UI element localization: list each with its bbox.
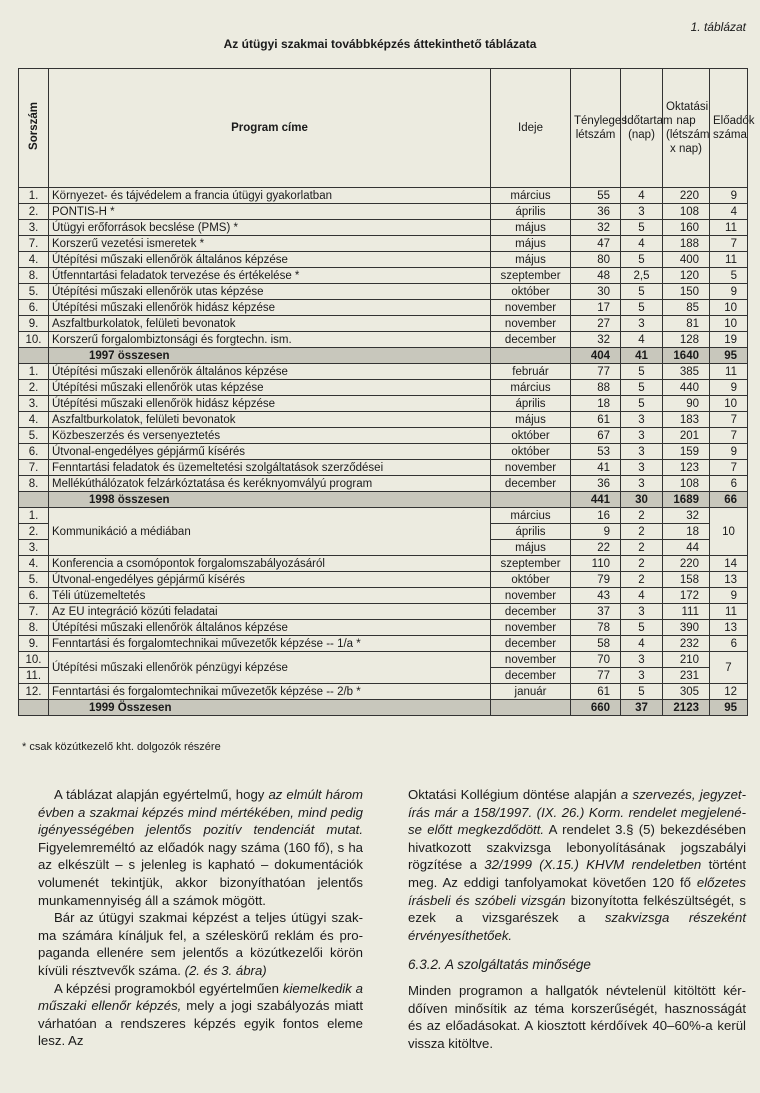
cell-no: 3. — [19, 540, 49, 556]
table-row — [19, 572, 748, 588]
cell-lecturers: 13 — [710, 572, 748, 588]
cell-title: Útépítési műszaki ellenőrök utas képzése — [49, 284, 491, 300]
cell-lecturers: 7 — [710, 428, 748, 444]
cell-total-days: 172 — [663, 588, 710, 604]
cell-count: 48 — [571, 268, 621, 284]
table-row — [19, 252, 748, 268]
cell-no: 12. — [19, 684, 49, 700]
cell-when: február — [491, 364, 571, 380]
table-label: 1. táblázat — [690, 20, 746, 34]
cell-when: december — [491, 476, 571, 492]
table-header-row — [19, 69, 748, 188]
table-row — [19, 588, 748, 604]
cell-days: 3 — [621, 316, 663, 332]
cell-no: 4. — [19, 252, 49, 268]
cell-when: december — [491, 668, 571, 684]
cell-total-days: 44 — [663, 540, 710, 556]
cell-no: 10. — [19, 652, 49, 668]
cell-total-days: 18 — [663, 524, 710, 540]
cell-days: 5 — [621, 620, 663, 636]
cell-title: 1999 Összesen — [49, 700, 491, 716]
table-row — [19, 300, 748, 316]
cell-days: 5 — [621, 220, 663, 236]
cell-title: Útvonal-engedélyes gépjármű kísérés — [49, 444, 491, 460]
cell-total-days: 440 — [663, 380, 710, 396]
cell-title: Útépítési műszaki ellenőrök általános képzése — [49, 620, 491, 636]
cell-lecturers: 95 — [710, 700, 748, 716]
cell-when: március — [491, 380, 571, 396]
cell-days: 30 — [621, 492, 663, 508]
table-row — [19, 444, 748, 460]
cell-total-days: 210 — [663, 652, 710, 668]
cell-no: 10. — [19, 332, 49, 348]
cell-total-days: 385 — [663, 364, 710, 380]
cell-no: 2. — [19, 524, 49, 540]
cell-no: 6. — [19, 588, 49, 604]
cell-when: december — [491, 332, 571, 348]
cell-when — [491, 700, 571, 716]
cell-count: 9 — [571, 524, 621, 540]
cell-when: november — [491, 588, 571, 604]
cell-title: Kommunikáció a médiában — [49, 508, 491, 556]
cell-lecturers: 6 — [710, 476, 748, 492]
table-row — [19, 364, 748, 380]
cell-no: 5. — [19, 284, 49, 300]
cell-no: 1. — [19, 508, 49, 524]
cell-total-days: 400 — [663, 252, 710, 268]
cell-no — [19, 348, 49, 364]
cell-count: 32 — [571, 220, 621, 236]
cell-when: november — [491, 300, 571, 316]
cell-days: 5 — [621, 396, 663, 412]
cell-total-days: 158 — [663, 572, 710, 588]
cell-title: Útvonal-engedélyes gépjármű kísérés — [49, 572, 491, 588]
cell-no: 7. — [19, 460, 49, 476]
cell-count: 61 — [571, 412, 621, 428]
cell-days: 2,5 — [621, 268, 663, 284]
cell-count: 70 — [571, 652, 621, 668]
cell-no — [19, 492, 49, 508]
total-row — [19, 492, 748, 508]
cell-days: 3 — [621, 604, 663, 620]
cell-no: 5. — [19, 428, 49, 444]
cell-no: 8. — [19, 620, 49, 636]
cell-when: március — [491, 508, 571, 524]
cell-lecturers: 19 — [710, 332, 748, 348]
cell-lecturers: 7 — [710, 236, 748, 252]
cell-count: 79 — [571, 572, 621, 588]
table-row — [19, 428, 748, 444]
cell-days: 4 — [621, 636, 663, 652]
cell-days: 2 — [621, 524, 663, 540]
cell-no: 4. — [19, 412, 49, 428]
cell-count: 80 — [571, 252, 621, 268]
cell-count: 27 — [571, 316, 621, 332]
cell-total-days: 111 — [663, 604, 710, 620]
table-row — [19, 652, 748, 668]
cell-when — [491, 492, 571, 508]
left-column — [38, 786, 363, 1050]
cell-title: 1997 összesen — [49, 348, 491, 364]
cell-title: Fenntartási és forgalomtechnikai művezetők képzése -- 2/b * — [49, 684, 491, 700]
cell-total-days: 81 — [663, 316, 710, 332]
cell-days: 3 — [621, 428, 663, 444]
cell-no: 7. — [19, 604, 49, 620]
left-paragraph-1: A táblázat alapján egyértelmű, hogy az elmúlt három évben a szakmai képzés mind mértékében, mind pedig igényességében jelentős pozitív tendenciát mutat. Figyelemreméltó az előadók nagy száma (160 fő), s ha az elkészült – s jelenleg is kapható – dokumentációk volumenét tekintjük, akkor bizonyíthatóan jelentős munkamennyiség áll a számok mögött. — [38, 787, 363, 908]
cell-count: 110 — [571, 556, 621, 572]
cell-no: 1. — [19, 188, 49, 204]
cell-lecturers: 11 — [710, 220, 748, 236]
cell-when: szeptember — [491, 268, 571, 284]
cell-title: Útépítési műszaki ellenőrök általános képzése — [49, 252, 491, 268]
cell-no: 9. — [19, 636, 49, 652]
cell-count: 17 — [571, 300, 621, 316]
cell-no: 9. — [19, 316, 49, 332]
cell-days: 4 — [621, 236, 663, 252]
header-oktatasi-nap: Oktatási nap (létszám x nap) — [663, 69, 710, 188]
cell-total-days: 90 — [663, 396, 710, 412]
cell-days: 3 — [621, 412, 663, 428]
cell-when: január — [491, 684, 571, 700]
cell-no: 7. — [19, 236, 49, 252]
cell-days: 5 — [621, 300, 663, 316]
cell-lecturers: 12 — [710, 684, 748, 700]
cell-days: 3 — [621, 460, 663, 476]
cell-total-days: 32 — [663, 508, 710, 524]
cell-days: 5 — [621, 364, 663, 380]
cell-total-days: 108 — [663, 204, 710, 220]
table-title: Az útügyi szakmai továbbképzés áttekinthető táblázata — [223, 37, 537, 51]
cell-title: 1998 összesen — [49, 492, 491, 508]
cell-count: 32 — [571, 332, 621, 348]
cell-lecturers: 9 — [710, 380, 748, 396]
cell-total-days: 1689 — [663, 492, 710, 508]
cell-lecturers: 66 — [710, 492, 748, 508]
table-row — [19, 684, 748, 700]
table-row — [19, 636, 748, 652]
cell-total-days: 305 — [663, 684, 710, 700]
cell-when: november — [491, 620, 571, 636]
cell-lecturers: 9 — [710, 284, 748, 300]
training-table — [18, 68, 755, 716]
cell-no: 3. — [19, 396, 49, 412]
cell-count: 55 — [571, 188, 621, 204]
cell-no: 4. — [19, 556, 49, 572]
cell-count: 78 — [571, 620, 621, 636]
cell-total-days: 123 — [663, 460, 710, 476]
cell-when: október — [491, 444, 571, 460]
cell-no: 8. — [19, 476, 49, 492]
table-row — [19, 412, 748, 428]
cell-total-days: 159 — [663, 444, 710, 460]
cell-when: április — [491, 204, 571, 220]
cell-count: 61 — [571, 684, 621, 700]
cell-title: Útépítési műszaki ellenőrök hidász képzése — [49, 300, 491, 316]
cell-title: Konferencia a csomópontok forgalomszabályozásáról — [49, 556, 491, 572]
cell-no: 1. — [19, 364, 49, 380]
cell-when: október — [491, 284, 571, 300]
cell-count: 77 — [571, 364, 621, 380]
cell-title: PONTIS-H * — [49, 204, 491, 220]
cell-days: 3 — [621, 204, 663, 220]
cell-days: 4 — [621, 332, 663, 348]
cell-total-days: 201 — [663, 428, 710, 444]
cell-no: 2. — [19, 204, 49, 220]
cell-title: Téli útüzemeltetés — [49, 588, 491, 604]
right-paragraph-1: Oktatási Kollégium döntése alapján a szervezés, jegyzetírás már a 158/1997. (IX. 26.) Korm. rendelet megjelenése előtt megkezdődött. A rendelet 3.§ (5) bekezdésében hivatkozott szakvizsga lebonyolításának jogszabályi rögzítése a 32/1999 (X.15.) KHVM rendeletben történt meg. Az eddigi tanfolyamokat követően 120 fő előzetes írásbeli és szóbeli vizsgán bizonyította felkészültségét, s ezek a vizsgarészek a szakvizsga részeként érvényesíthetőek. — [408, 787, 746, 943]
cell-title: Mellékúthálózatok felzárkóztatása és keréknyomvályú program — [49, 476, 491, 492]
cell-days: 5 — [621, 252, 663, 268]
cell-title: Útépítési műszaki ellenőrök általános képzése — [49, 364, 491, 380]
cell-title: Aszfaltburkolatok, felületi bevonatok — [49, 316, 491, 332]
cell-days: 5 — [621, 684, 663, 700]
cell-title: Az EU integráció közúti feladatai — [49, 604, 491, 620]
header-letszam: Tényleges létszám — [571, 69, 621, 188]
cell-lecturers: 9 — [710, 588, 748, 604]
cell-when: május — [491, 540, 571, 556]
header-sorszam: Sorszám — [19, 69, 49, 188]
cell-total-days: 1640 — [663, 348, 710, 364]
cell-days: 3 — [621, 668, 663, 684]
cell-total-days: 2123 — [663, 700, 710, 716]
cell-count: 77 — [571, 668, 621, 684]
cell-count: 53 — [571, 444, 621, 460]
table-row — [19, 204, 748, 220]
header-program: Program címe — [49, 69, 491, 188]
cell-count: 47 — [571, 236, 621, 252]
cell-when: május — [491, 236, 571, 252]
cell-lecturers: 14 — [710, 556, 748, 572]
cell-count: 660 — [571, 700, 621, 716]
cell-count: 441 — [571, 492, 621, 508]
cell-days: 41 — [621, 348, 663, 364]
table-row — [19, 604, 748, 620]
cell-lecturers: 7 — [710, 412, 748, 428]
cell-title: Útépítési műszaki ellenőrök pénzügyi képzése — [49, 652, 491, 684]
cell-lecturers: 11 — [710, 604, 748, 620]
cell-title: Útügyi erőforrások becslése (PMS) * — [49, 220, 491, 236]
cell-when: december — [491, 604, 571, 620]
cell-count: 36 — [571, 476, 621, 492]
cell-days: 3 — [621, 652, 663, 668]
cell-total-days: 220 — [663, 556, 710, 572]
header-idotartam: Időtartam (nap) — [621, 69, 663, 188]
cell-total-days: 220 — [663, 188, 710, 204]
cell-no: 3. — [19, 220, 49, 236]
left-paragraph-3: A képzési programokból egyértelműen kiemelkedik a műszaki ellenőr képzés, mely a jogi szabályozás miatt várhatóan a rendszeres képzés egyik fontos eleme lesz. Az — [38, 980, 363, 1049]
cell-count: 43 — [571, 588, 621, 604]
table-row — [19, 284, 748, 300]
cell-days: 37 — [621, 700, 663, 716]
cell-total-days: 231 — [663, 668, 710, 684]
cell-count: 58 — [571, 636, 621, 652]
cell-when: március — [491, 188, 571, 204]
cell-total-days: 120 — [663, 268, 710, 284]
table-row — [19, 396, 748, 412]
cell-when: április — [491, 524, 571, 540]
table-row — [19, 380, 748, 396]
cell-title: Korszerű vezetési ismeretek * — [49, 236, 491, 252]
cell-title: Útépítési műszaki ellenőrök utas képzése — [49, 380, 491, 396]
cell-title: Aszfaltburkolatok, felületi bevonatok — [49, 412, 491, 428]
table-row — [19, 220, 748, 236]
cell-when: november — [491, 316, 571, 332]
cell-count: 30 — [571, 284, 621, 300]
cell-lecturers: 10 — [710, 300, 748, 316]
cell-count: 22 — [571, 540, 621, 556]
table-row — [19, 508, 748, 524]
cell-days: 2 — [621, 540, 663, 556]
cell-count: 41 — [571, 460, 621, 476]
cell-days: 4 — [621, 588, 663, 604]
cell-lecturers: 95 — [710, 348, 748, 364]
section-heading: 6.3.2. A szolgáltatás minősége — [408, 957, 591, 973]
cell-lecturers: 6 — [710, 636, 748, 652]
cell-when: november — [491, 652, 571, 668]
footnote: * csak közútkezelő kht. dolgozók részére — [22, 741, 221, 753]
cell-when: december — [491, 636, 571, 652]
cell-when: szeptember — [491, 556, 571, 572]
cell-title: Útfenntartási feladatok tervezése és értékelése * — [49, 268, 491, 284]
cell-when: április — [491, 396, 571, 412]
cell-lecturers: 13 — [710, 620, 748, 636]
cell-when: november — [491, 460, 571, 476]
header-ideje: Ideje — [491, 69, 571, 188]
cell-when: október — [491, 572, 571, 588]
cell-days: 2 — [621, 556, 663, 572]
cell-days: 4 — [621, 188, 663, 204]
cell-no: 2. — [19, 380, 49, 396]
cell-total-days: 390 — [663, 620, 710, 636]
cell-no: 11. — [19, 668, 49, 684]
right-column — [408, 786, 746, 1052]
cell-count: 404 — [571, 348, 621, 364]
cell-no: 6. — [19, 300, 49, 316]
cell-lecturers: 7 — [710, 460, 748, 476]
cell-title: Környezet- és tájvédelem a francia útügyi gyakorlatban — [49, 188, 491, 204]
cell-title: Útépítési műszaki ellenőrök hidász képzése — [49, 396, 491, 412]
cell-lecturers: 9 — [710, 188, 748, 204]
cell-when: május — [491, 252, 571, 268]
cell-title: Közbeszerzés és versenyeztetés — [49, 428, 491, 444]
table-row — [19, 556, 748, 572]
cell-lecturers: 7 — [710, 652, 748, 684]
cell-lecturers: 5 — [710, 268, 748, 284]
cell-days: 5 — [621, 284, 663, 300]
right-paragraph-2: Minden programon a hallgatók névtelenül kitöltött kérdőíven minősítik az téma korszerűségét, hasznosságát és az előadásokat. A kiosztott kérdőívek 40–60%-a kerül vissza kitöltve. — [408, 982, 746, 1051]
total-row — [19, 700, 748, 716]
cell-no: 8. — [19, 268, 49, 284]
table-row — [19, 268, 748, 284]
cell-title: Fenntartási és forgalomtechnikai művezetők képzése -- 1/a * — [49, 636, 491, 652]
cell-total-days: 128 — [663, 332, 710, 348]
cell-days: 5 — [621, 380, 663, 396]
table-row — [19, 332, 748, 348]
total-row — [19, 348, 748, 364]
table-row — [19, 476, 748, 492]
cell-count: 36 — [571, 204, 621, 220]
cell-lecturers: 4 — [710, 204, 748, 220]
cell-count: 18 — [571, 396, 621, 412]
cell-no: 5. — [19, 572, 49, 588]
cell-when: október — [491, 428, 571, 444]
table-body — [19, 188, 748, 716]
cell-total-days: 108 — [663, 476, 710, 492]
cell-count: 67 — [571, 428, 621, 444]
cell-when: május — [491, 220, 571, 236]
cell-total-days: 232 — [663, 636, 710, 652]
table-row — [19, 236, 748, 252]
cell-title: Fenntartási feladatok és üzemeltetési szolgáltatások szerződései — [49, 460, 491, 476]
cell-lecturers: 10 — [710, 316, 748, 332]
cell-lecturers: 9 — [710, 444, 748, 460]
cell-lecturers: 11 — [710, 364, 748, 380]
cell-count: 88 — [571, 380, 621, 396]
cell-days: 3 — [621, 476, 663, 492]
cell-days: 2 — [621, 508, 663, 524]
table-row — [19, 460, 748, 476]
left-paragraph-2: Bár az útügyi szakmai képzést a teljes útügyi szakma számára kínáljuk fel, a széleskörű reklám és propaganda ellenére sem jelentős a közútkezelői körön kívüli résztvevők száma. (2. és 3. ábra) — [38, 910, 363, 978]
cell-days: 3 — [621, 444, 663, 460]
cell-count: 16 — [571, 508, 621, 524]
table-row — [19, 620, 748, 636]
cell-title: Korszerű forgalombiztonsági és forgtechn. ism. — [49, 332, 491, 348]
cell-when: május — [491, 412, 571, 428]
header-eloadok: Előadók száma — [710, 69, 748, 188]
cell-total-days: 150 — [663, 284, 710, 300]
cell-total-days: 183 — [663, 412, 710, 428]
cell-days: 2 — [621, 572, 663, 588]
cell-total-days: 160 — [663, 220, 710, 236]
cell-total-days: 188 — [663, 236, 710, 252]
table-row — [19, 316, 748, 332]
cell-when — [491, 348, 571, 364]
cell-no — [19, 700, 49, 716]
cell-total-days: 85 — [663, 300, 710, 316]
cell-lecturers: 10 — [710, 396, 748, 412]
cell-no: 6. — [19, 444, 49, 460]
cell-lecturers: 10 — [710, 508, 748, 556]
table-row — [19, 188, 748, 204]
cell-lecturers: 11 — [710, 252, 748, 268]
cell-count: 37 — [571, 604, 621, 620]
